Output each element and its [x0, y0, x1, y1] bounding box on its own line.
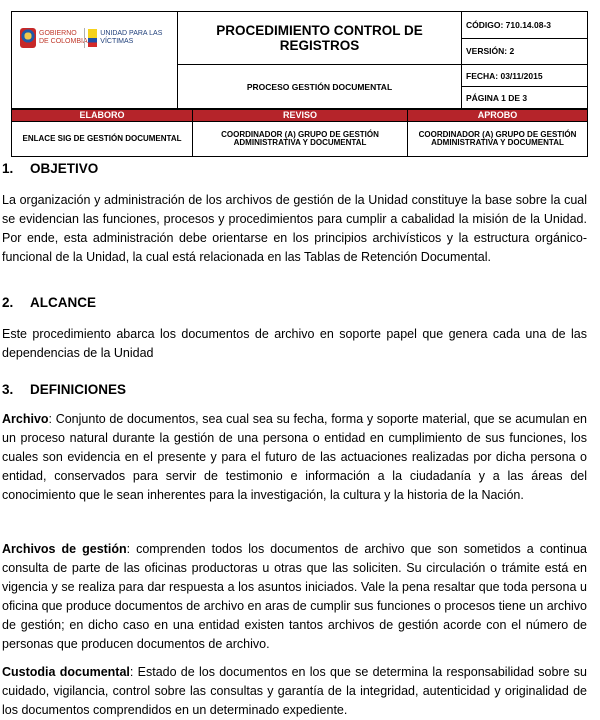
section-title: DEFINICIONES	[30, 382, 127, 397]
reviso-value: COORDINADOR (A) GRUPO DE GESTIÓN ADMINISTRATIVA Y DOCUMENTAL	[193, 122, 408, 157]
section-number: 3.	[2, 382, 14, 397]
logo-divider	[84, 28, 85, 48]
section-number: 2.	[2, 295, 14, 310]
process-name: PROCESO GESTIÓN DOCUMENTAL	[178, 65, 462, 109]
definition-text: : comprenden todos los documentos de archivo que son sometidos a continua consulta de parte de las oficinas productoras u otras que las soliciten. Su circulación o trámite está en vigencia y se realiza para dar respuesta a los asuntos iniciados. Vale la pena resaltar que toda persona u oficina que produce documentos de archivo en aras de cumplir sus funciones o procesos tiene un archivo de gestión; en dicho caso en una entidad existen tantos archivos de gestión acorde con el número de personas que producen documentos de archivo.	[2, 542, 587, 651]
definition-term: Archivo	[2, 412, 49, 426]
victims-unit-logo	[84, 28, 177, 48]
document-title: PROCEDIMIENTO CONTROL DE REGISTROS	[178, 12, 462, 65]
section-title: OBJETIVO	[30, 161, 99, 176]
flag-icon	[88, 29, 97, 47]
elaboro-label: ELABORO	[12, 110, 193, 122]
document-date: FECHA: 03/11/2015	[462, 65, 588, 87]
logos-cell	[12, 12, 178, 109]
logo-gov-line1: GOBIERNO	[39, 30, 77, 37]
aprobo-value: COORDINADOR (A) GRUPO DE GESTIÓN ADMINISTRATIVA Y DOCUMENTAL	[408, 122, 588, 157]
definition-term: Archivos de gestión	[2, 542, 127, 556]
document-code: CÓDIGO: 710.14.08-3	[462, 12, 588, 39]
definition-custodia-documental	[2, 663, 587, 720]
objetivo-paragraph: La organización y administración de los archivos de gestión de la Unidad constituye la base sobre la cual se evidencian las funciones, procesos y procedimientos para cumplir a cabalidad la misión de la Unidad. Por ende, esta administración debe orientarse en los principios archivísticos y la estructura orgánico-funcional de la Unidad, la cual está relacionada en las Tablas de Retención Documental.	[2, 193, 587, 264]
gobierno-logo	[20, 28, 88, 48]
elaboro-value: ENLACE SIG DE GESTIÓN DOCUMENTAL	[12, 122, 193, 157]
logo-victims-text: UNIDAD PARA LAS VÍCTIMAS	[100, 30, 163, 45]
document-header	[11, 11, 587, 146]
roles-table	[11, 109, 588, 157]
section-title: ALCANCE	[30, 295, 96, 310]
reviso-label: REVISO	[193, 110, 408, 122]
section-alcance-heading	[2, 295, 96, 310]
section-objetivo-heading	[2, 161, 98, 176]
coat-of-arms-icon	[20, 28, 36, 48]
logo-gov-line2: DE COLOMBIA	[39, 38, 88, 45]
alcance-paragraph: Este procedimiento abarca los documentos de archivo en soporte papel que genera cada una de las dependencias de la Unidad	[2, 327, 587, 360]
definition-text: : Conjunto de documentos, sea cual sea su fecha, forma y soporte material, que se acumulan en un proceso natural durante la gestión de una persona o entidad en cumplimiento de sus funciones, los cuales son evidencia en el presente y para el futuro de las actuaciones realizadas por dicha persona o entidad, conservados para servir de testimonio e información a la ciudadanía y a las áreas del conocimiento que le sean inherentes para la investigación, la cultura y la historia de la Nación.	[2, 412, 587, 502]
definition-archivos-de-gestion	[2, 540, 587, 654]
aprobo-label: APROBO	[408, 110, 588, 122]
document-version: VERSIÓN: 2	[462, 38, 588, 65]
section-number: 1.	[2, 161, 14, 176]
header-table	[11, 11, 588, 109]
section-definiciones-heading	[2, 382, 126, 397]
definition-term: Custodia documental	[2, 665, 130, 679]
definition-text: : Estado de los documentos en los que se determina la responsabilidad sobre su cuidado, vigilancia, control sobre las consultas y garantía de la integridad, autenticidad y originalidad de los documentos comprendidos en un determinado expediente.	[2, 665, 587, 717]
definition-archivo	[2, 410, 587, 505]
page-number: PÁGINA 1 DE 3	[462, 87, 588, 109]
